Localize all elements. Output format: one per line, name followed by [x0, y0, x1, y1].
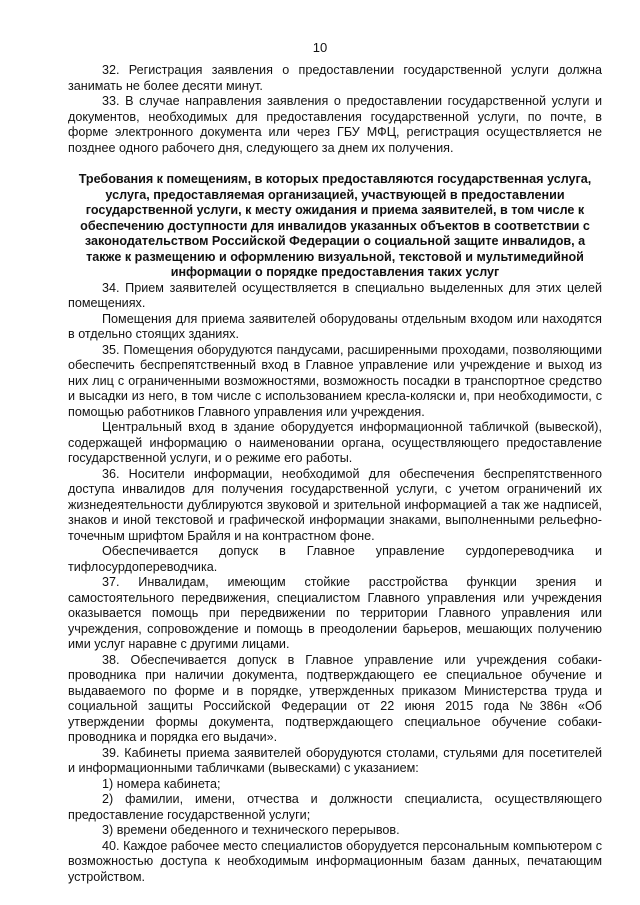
list-item-2: 2) фамилии, имени, отчества и должности специалиста, осуществляющего предоставление государственной услуги;: [68, 792, 602, 822]
spacer: [68, 156, 602, 172]
paragraph-central-entrance: Центральный вход в здание оборудуется информационной табличкой (вывеской), содержащей информацию о наименовании органа, осуществляющего предоставление государственной услуги, и о режиме его работы.: [68, 420, 602, 465]
paragraph-premises-entrance: Помещения для приема заявителей оборудованы отдельным входом или находятся в отдельно стоящих зданиях.: [68, 311, 602, 341]
paragraph-36: 36. Носители информации, необходимой для обеспечения беспрепятственного доступа инвалидов для получения государственной услуги, с учетом ограничений их жизнедеятельности дублируются звуковой и зрительной информацией а так же надписей, знаков и иной текстовой и графической информации знаками, выполненными рельефно-точечным шрифтом Брайля и на контрастном фоне.: [68, 466, 602, 543]
document-body: [68, 63, 602, 885]
paragraph-34: 34. Прием заявителей осуществляется в специально выделенных для этих целей помещениях.: [68, 280, 602, 310]
list-item-1: 1) номера кабинета;: [102, 776, 221, 791]
section-heading: Требования к помещениям, в которых предоставляются государственная услуга, услуга, предоставляемая организацией, участвующей в предоставлении государственной услуги, к месту ожидания и приема заявителей, в том числе к обеспечению доступности для инвалидов указанных объектов в соответствии с законодательством Российской Федерации о социальной защите инвалидов, а также к размещению и оформлению визуальной, текстовой и мультимедийной информации о порядке предоставления таких услуг: [78, 172, 592, 279]
paragraph-38: 38. Обеспечивается допуск в Главное управление или учреждения собаки-проводника при наличии документа, подтверждающего ее специальное обучение и выдаваемого по форме и в порядке, утвержденных приказом Министерства труда и социальной защиты Российской Федерации от 22 июня 2015 года №386н «Об утверждении формы документа, подтверждающего специальное обучение собаки-проводника и порядка его выдачи».: [68, 652, 602, 744]
paragraph-40: 40. Каждое рабочее место специалистов оборудуется персональным компьютером с возможностью доступа к необходимым информационным базам данных, печатающим устройством.: [68, 838, 602, 884]
paragraph-37: 37. Инвалидам, имеющим стойкие расстройства функции зрения и самостоятельного передвижения, специалистом Главного управления или учреждения оказывается помощь при передвижении по территории Главного управления или учреждения, сопровождение и помощь в преодолении барьеров, мешающих получению ими услуг наравне с другими лицами.: [68, 575, 602, 651]
paragraph-32: 32. Регистрация заявления о предоставлении государственной услуги должна занимать не более десяти минут.: [68, 63, 602, 93]
paragraph-39: 39. Кабинеты приема заявителей оборудуются столами, стульями для посетителей и информационными табличками (вывесками) с указанием:: [68, 745, 602, 775]
paragraph-33: 33. В случае направления заявления о предоставлении государственной услуги и документов, необходимых для предоставления государственной услуги, по почте, в форме электронного документа или через ГБУ МФЦ, регистрация осуществляется не позднее одного рабочего дня, следующего за днем их получения.: [68, 94, 602, 155]
list-item-3: 3) времени обеденного и технического перерывов.: [102, 823, 400, 837]
page-number: 10: [312, 40, 328, 55]
paragraph-sign-interpreter: Обеспечивается допуск в Главное управление сурдопереводчика и тифлосурдопереводчика.: [68, 544, 602, 574]
paragraph-35: 35. Помещения оборудуются пандусами, расширенными проходами, позволяющими обеспечить беспрепятственный вход в Главное управление или учреждение и выход из них лиц с ограниченными возможностями, возможность посадки в транспортное средство и высадки из него, в том числе с использованием кресла-коляски и, при необходимости, с помощью работников Главного управления или учреждения.: [68, 342, 602, 419]
